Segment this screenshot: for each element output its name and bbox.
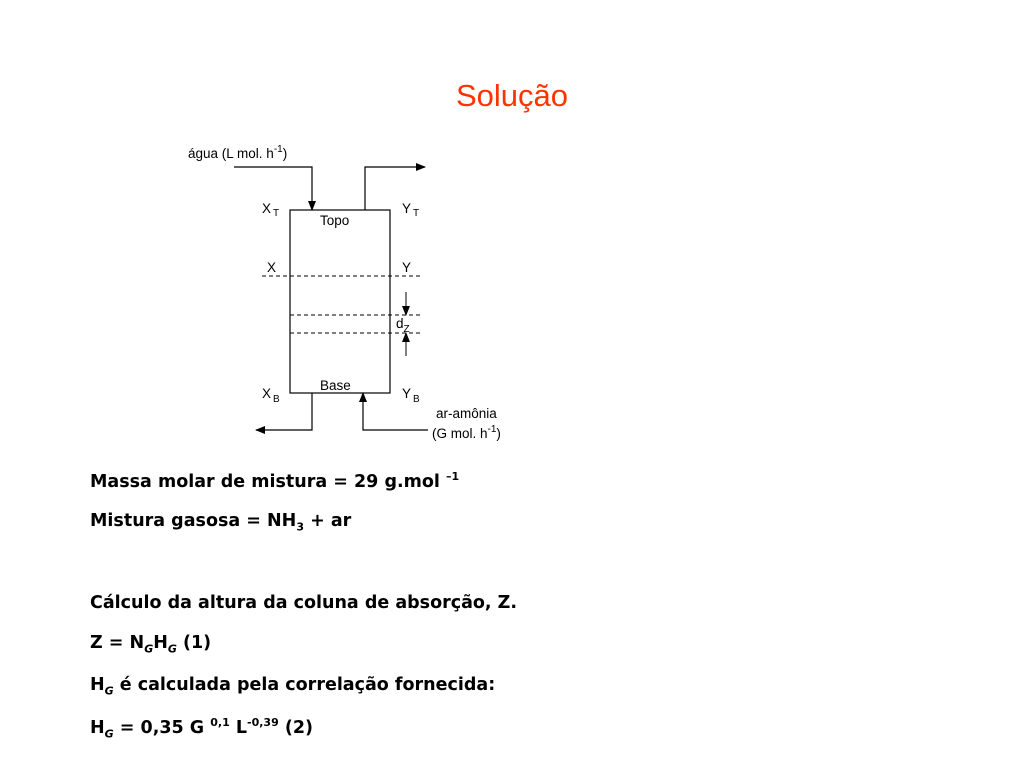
column-body [290, 210, 390, 393]
xt-label: X $_T$ [262, 201, 280, 219]
xb-label: X $_B$ [262, 386, 280, 405]
water-inlet-line [234, 167, 312, 210]
gas-mixture-line: Mistura gasosa = $NH_3$ + ar [90, 511, 352, 534]
molar-mass-line: Massa molar de mistura = 29 g.mol $^{-1}$ [90, 470, 460, 492]
air-ammonia-label: ar-amônia [436, 406, 497, 421]
water-inlet-label: água (L mol. $h^{-1}$) [188, 144, 288, 161]
x-label: X [267, 260, 277, 275]
top-label: Topo [320, 213, 350, 228]
yb-label: Y $_B$ [402, 386, 420, 405]
slide-title: Solução [455, 78, 569, 113]
column-height-heading: Cálculo da altura da coluna de absorção, Z. [90, 593, 518, 613]
hg-correlation-line: $H_G$ é calculada pela correlação fornecida: [90, 675, 496, 698]
equation-2: $H_G = 0,35$ G $^{0,1}$ $L^{-0,39}$ (2) [90, 716, 313, 741]
base-label: Base [320, 378, 351, 393]
y-label: Y [402, 260, 412, 275]
air-flow-label: (G mol. $h^{-1}$) [432, 424, 501, 441]
gas-outlet-line [365, 167, 425, 210]
yt-label: Y $_T$ [402, 201, 420, 219]
equation-1: $Z = N_GH_G$ (1) [90, 633, 212, 656]
dz-label: $d_Z$ [396, 316, 410, 335]
